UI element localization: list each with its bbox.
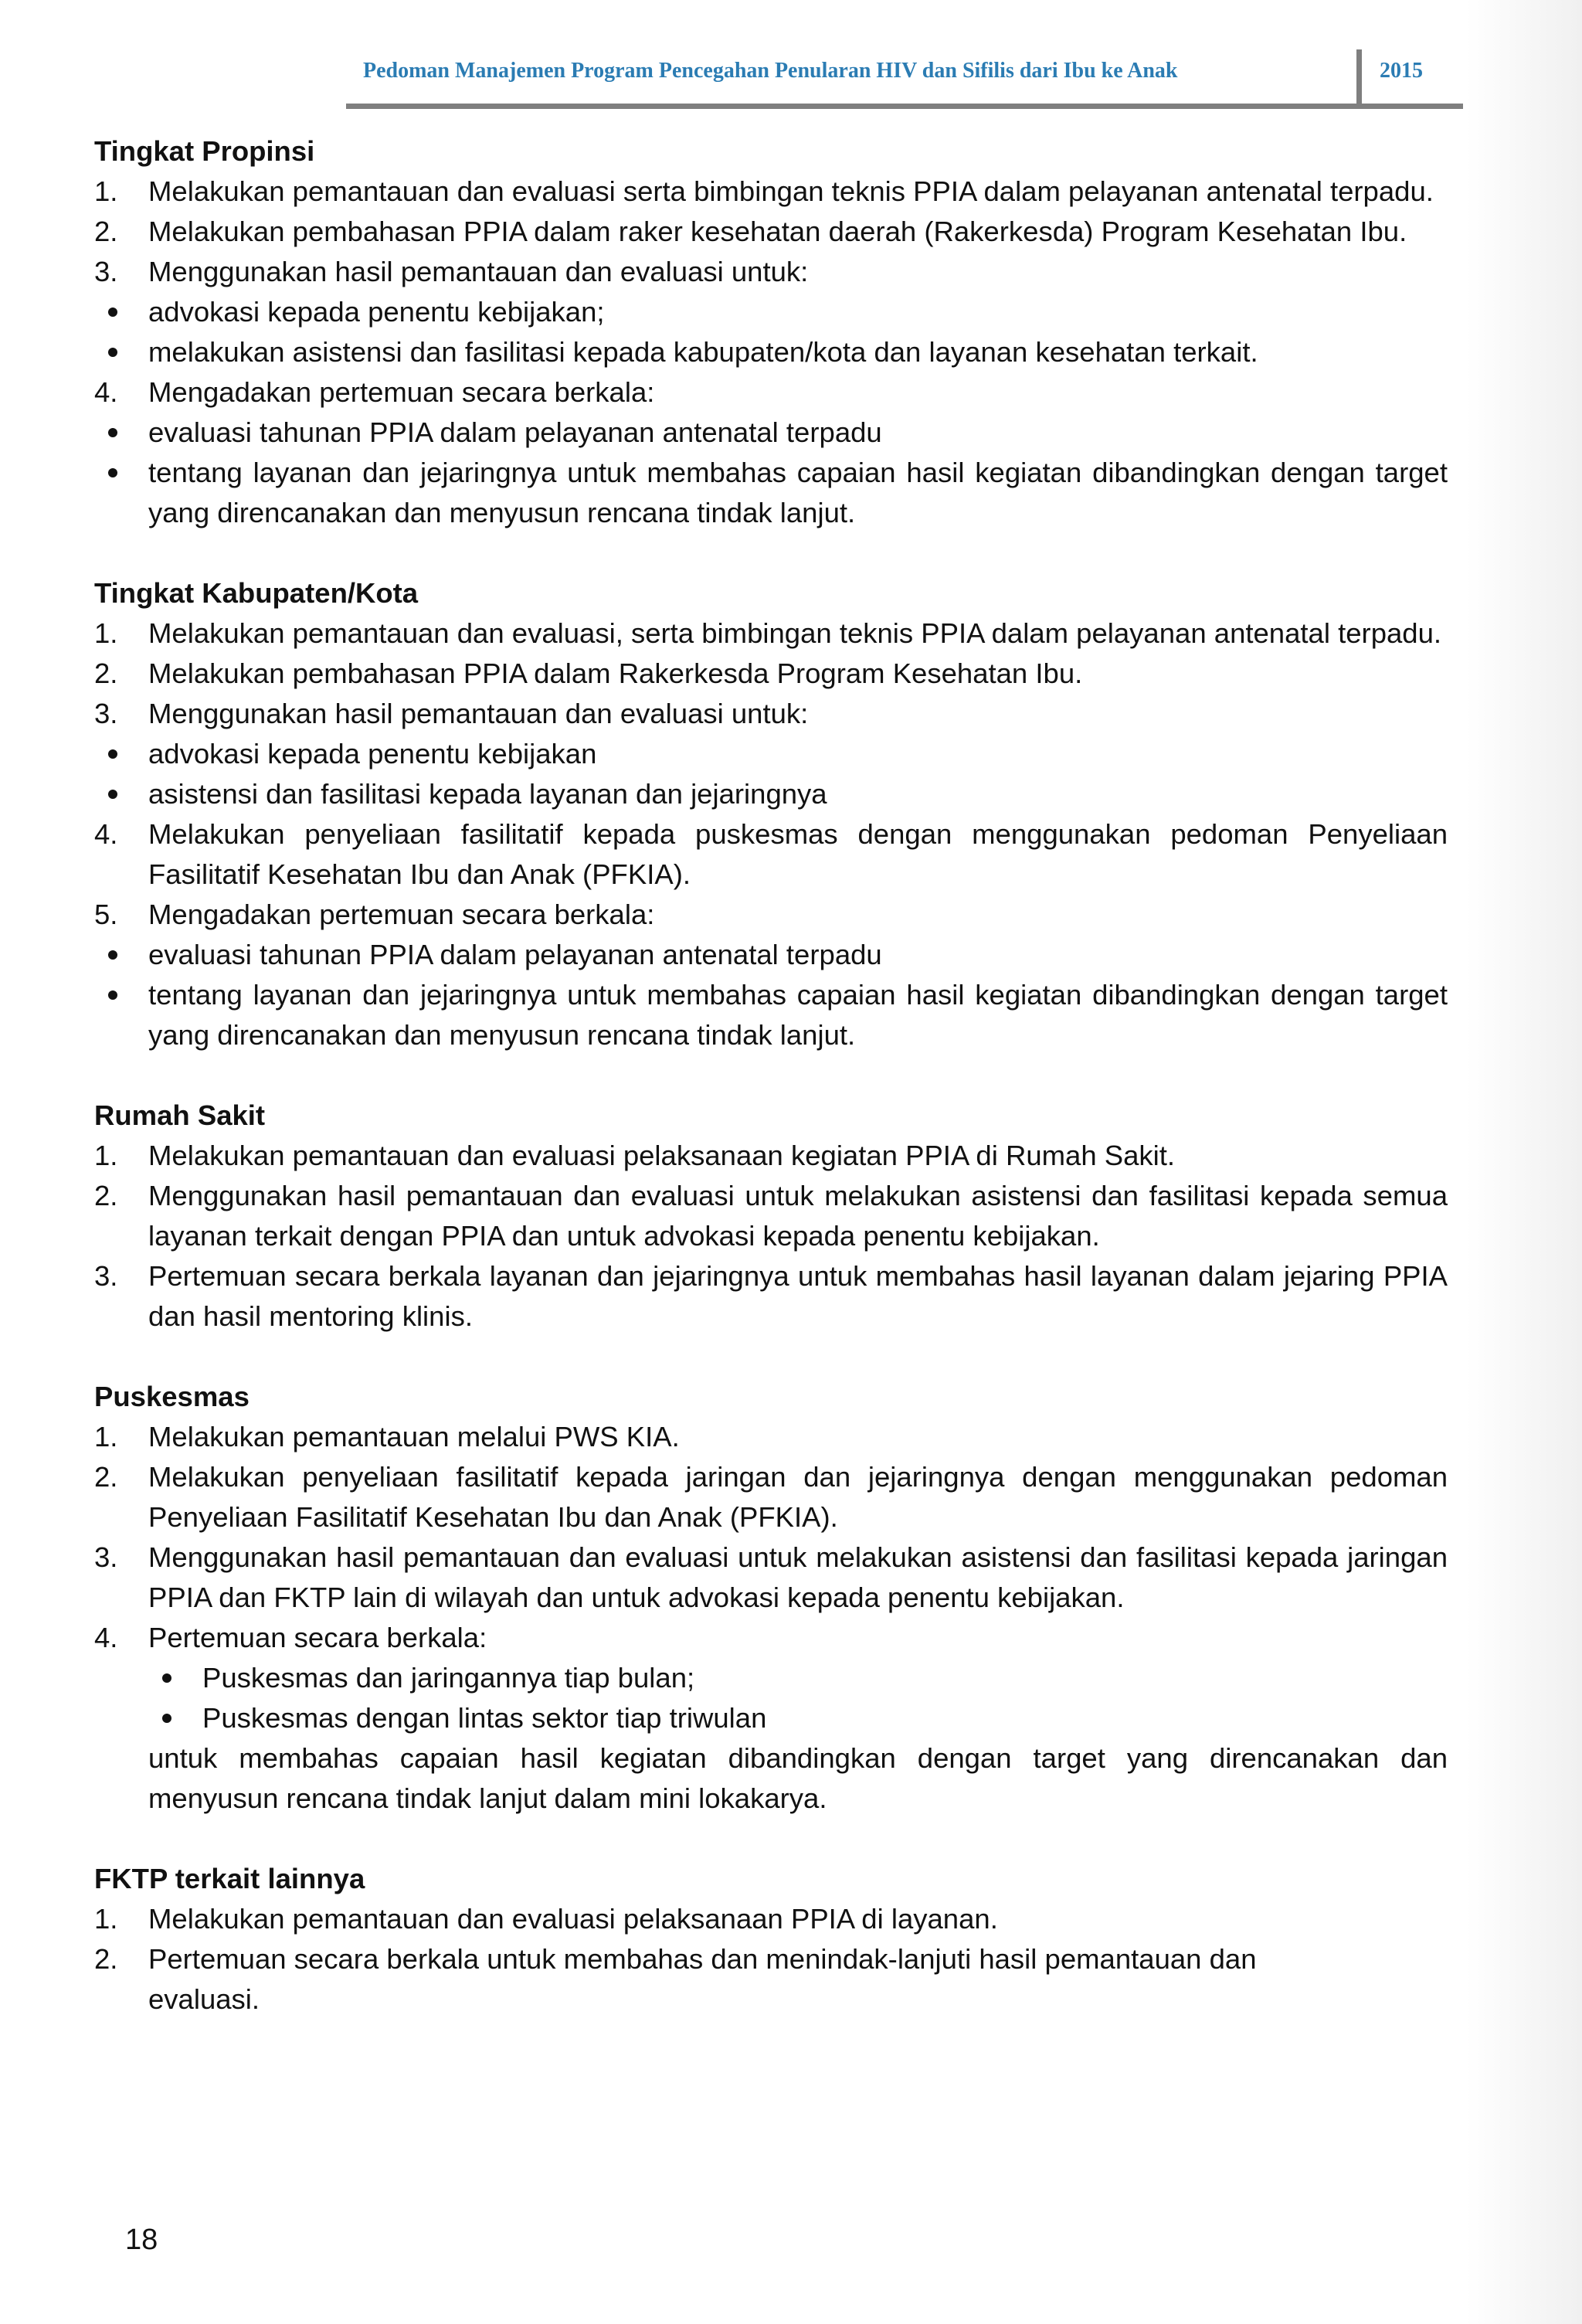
- item-number: 2.: [94, 1180, 118, 1211]
- section-tingkat-propinsi: [94, 131, 1448, 533]
- item-text: Menggunakan hasil pemantauan dan evaluasi untuk:: [148, 256, 809, 287]
- section-title: Tingkat Propinsi: [94, 135, 315, 167]
- numbered-list: [94, 1899, 1448, 2020]
- item-text: Melakukan penyeliaan fasilitatif kepada puskesmas dengan menggunakan pedoman Penyeliaan Fasilitatif Kesehatan Ibu dan Anak (PFKIA).: [148, 818, 1448, 890]
- item-text: Melakukan pemantauan dan evaluasi, serta bimbingan teknis PPIA dalam pelayanan antenatal terpadu.: [148, 617, 1442, 649]
- item-text: Pertemuan secara berkala untuk membahas dan menindak-lanjuti hasil pemantauan dan evaluasi.: [148, 1943, 1257, 2015]
- bullet-list: [94, 292, 1448, 372]
- list-item: [94, 1176, 1448, 1256]
- numbered-list: [94, 1417, 1448, 1819]
- item-number: 2.: [94, 1943, 118, 1975]
- numbered-list: [94, 372, 1448, 413]
- item-text: Melakukan pembahasan PPIA dalam raker kesehatan daerah (Rakerkesda) Program Kesehatan Ibu.: [148, 216, 1407, 247]
- numbered-list: [94, 814, 1448, 935]
- item-text: Menggunakan hasil pemantauan dan evaluasi untuk melakukan asistensi dan fasilitasi kepada semua layanan terkait dengan PPIA dan untuk advokasi kepada penentu kebijakan.: [148, 1180, 1448, 1252]
- item-number: 2.: [94, 216, 118, 247]
- numbered-list: [94, 613, 1448, 734]
- bullet-list: [94, 734, 1448, 814]
- header-year: 2015: [1380, 59, 1423, 83]
- bullet-item: Puskesmas dengan lintas sektor tiap triwulan: [94, 1698, 1448, 1738]
- bullet-item: evaluasi tahunan PPIA dalam pelayanan antenatal terpadu: [94, 413, 1448, 453]
- page-header: [346, 43, 1463, 110]
- list-item: [94, 694, 1448, 734]
- bullet-item: evaluasi tahunan PPIA dalam pelayanan antenatal terpadu: [94, 935, 1448, 975]
- bullet-item: melakukan asistensi dan fasilitasi kepada kabupaten/kota dan layanan kesehatan terkait.: [94, 332, 1448, 372]
- item-text: Melakukan penyeliaan fasilitatif kepada jaringan dan jejaringnya dengan menggunakan pedoman Penyeliaan Fasilitatif Kesehatan Ibu dan Anak (PFKIA).: [148, 1461, 1448, 1533]
- list-item: [94, 1417, 1448, 1457]
- header-divider: [1356, 49, 1362, 104]
- item-number: 3.: [94, 1541, 118, 1573]
- item-number: 1.: [94, 175, 118, 207]
- list-item: [94, 372, 1448, 413]
- item-number: 1.: [94, 1421, 118, 1452]
- page-edge-shade: [1466, 0, 1582, 2324]
- bullet-list: [94, 413, 1448, 533]
- item-text: Mengadakan pertemuan secara berkala:: [148, 899, 655, 930]
- item-continuation: untuk membahas capaian hasil kegiatan dibandingkan dengan target yang direncanakan dan menyusun rencana tindak lanjut dalam mini lokakarya.: [148, 1742, 1448, 1814]
- item-number: 1.: [94, 1140, 118, 1171]
- item-text: Melakukan pemantauan dan evaluasi pelaksanaan PPIA di layanan.: [148, 1903, 998, 1935]
- item-text: Melakukan pemantauan melalui PWS KIA.: [148, 1421, 680, 1452]
- item-number: 3.: [94, 698, 118, 729]
- list-item: [94, 1136, 1448, 1176]
- item-text: Menggunakan hasil pemantauan dan evaluasi untuk:: [148, 698, 809, 729]
- item-number: 3.: [94, 256, 118, 287]
- bullet-item: asistensi dan fasilitasi kepada layanan dan jejaringnya: [94, 774, 1448, 814]
- item-number: 1.: [94, 1903, 118, 1935]
- section-puskesmas: [94, 1377, 1448, 1819]
- list-item: [94, 172, 1448, 212]
- item-number: 2.: [94, 1461, 118, 1493]
- section-title: FKTP terkait lainnya: [94, 1863, 365, 1894]
- bullet-item: tentang layanan dan jejaringnya untuk membahas capaian hasil kegiatan dibandingkan dengan target yang direncanakan dan menyusun rencana tindak lanjut.: [94, 975, 1448, 1055]
- item-text: Menggunakan hasil pemantauan dan evaluasi untuk melakukan asistensi dan fasilitasi kepada jaringan PPIA dan FKTP lain di wilayah dan untuk advokasi kepada penentu kebijakan.: [148, 1541, 1448, 1613]
- item-text: Mengadakan pertemuan secara berkala:: [148, 376, 655, 408]
- bullet-item: Puskesmas dan jaringannya tiap bulan;: [94, 1658, 1448, 1698]
- item-text: Pertemuan secara berkala layanan dan jejaringnya untuk membahas hasil layanan dalam jejaring PPIA dan hasil mentoring klinis.: [148, 1260, 1448, 1332]
- list-item: [94, 252, 1448, 292]
- list-item: [94, 1939, 1448, 2020]
- section-title: Rumah Sakit: [94, 1099, 266, 1131]
- section-rumah-sakit: [94, 1096, 1448, 1337]
- item-text: Melakukan pemantauan dan evaluasi pelaksanaan kegiatan PPIA di Rumah Sakit.: [148, 1140, 1176, 1171]
- item-number: 1.: [94, 617, 118, 649]
- list-item: [94, 1618, 1448, 1819]
- list-item: [94, 654, 1448, 694]
- list-item: [94, 1457, 1448, 1537]
- item-number: 4.: [94, 1622, 118, 1653]
- list-item: [94, 1899, 1448, 1939]
- page-number: 18: [125, 2224, 158, 2256]
- bullet-item: tentang layanan dan jejaringnya untuk membahas capaian hasil kegiatan dibandingkan dengan target yang direncanakan dan menyusun rencana tindak lanjut.: [94, 453, 1448, 533]
- section-tingkat-kabupaten-kota: [94, 573, 1448, 1055]
- bullet-list: [94, 935, 1448, 1055]
- numbered-list: [94, 172, 1448, 292]
- item-text: Pertemuan secara berkala:: [148, 1622, 487, 1653]
- bullet-list: [94, 1658, 1448, 1738]
- list-item: [94, 1256, 1448, 1337]
- section-fktp-terkait-lainnya: [94, 1859, 1448, 2020]
- section-title: Tingkat Kabupaten/Kota: [94, 577, 419, 609]
- section-title: Puskesmas: [94, 1381, 250, 1412]
- header-rule: [346, 104, 1463, 109]
- document-body: [94, 131, 1448, 2020]
- list-item: [94, 613, 1448, 654]
- list-item: [94, 895, 1448, 935]
- header-title: Pedoman Manajemen Program Pencegahan Penularan HIV dan Sifilis dari Ibu ke Anak: [363, 59, 1178, 83]
- item-number: 4.: [94, 376, 118, 408]
- numbered-list: [94, 1136, 1448, 1337]
- item-number: 2.: [94, 657, 118, 689]
- item-number: 3.: [94, 1260, 118, 1292]
- item-number: 5.: [94, 899, 118, 930]
- bullet-item: advokasi kepada penentu kebijakan;: [94, 292, 1448, 332]
- item-text: Melakukan pemantauan dan evaluasi serta bimbingan teknis PPIA dalam pelayanan antenatal terpadu.: [148, 175, 1434, 207]
- item-text: Melakukan pembahasan PPIA dalam Rakerkesda Program Kesehatan Ibu.: [148, 657, 1083, 689]
- item-number: 4.: [94, 818, 118, 850]
- list-item: [94, 1537, 1448, 1618]
- list-item: [94, 212, 1448, 252]
- list-item: [94, 814, 1448, 895]
- bullet-item: advokasi kepada penentu kebijakan: [94, 734, 1448, 774]
